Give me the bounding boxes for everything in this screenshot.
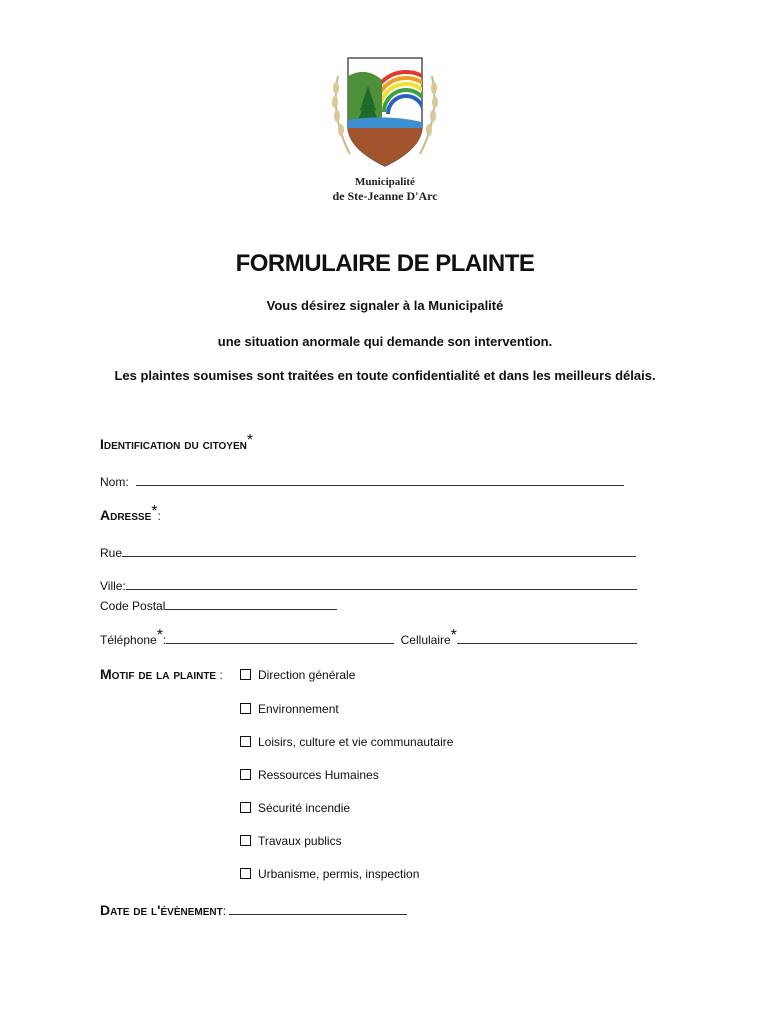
- date-field[interactable]: [229, 903, 407, 915]
- checkbox-label: Ressources Humaines: [258, 768, 379, 782]
- rue-field[interactable]: [122, 545, 636, 557]
- checkbox-option[interactable]: [240, 735, 453, 749]
- required-star: *: [151, 503, 158, 520]
- nom-field[interactable]: [136, 474, 624, 486]
- required-star: *: [246, 432, 254, 449]
- rue-label: Rue: [100, 546, 123, 560]
- checkbox-icon[interactable]: [240, 769, 251, 780]
- checkbox-option[interactable]: [240, 867, 419, 881]
- telephone-suffix: :: [162, 633, 167, 647]
- checkbox-option[interactable]: [240, 801, 350, 815]
- date-row: [100, 902, 407, 918]
- motif-heading: Motif de la plainte: [100, 666, 217, 682]
- adresse-heading-row: [100, 503, 161, 525]
- logo-caption-line2: de Ste-Jeanne D'Arc: [332, 189, 438, 203]
- date-heading: Date de l'évènement: [100, 902, 223, 918]
- checkbox-icon[interactable]: [240, 802, 251, 813]
- code-postal-label: Code Postal: [100, 599, 166, 613]
- checkbox-option[interactable]: [240, 768, 379, 782]
- checkbox-icon[interactable]: [240, 669, 251, 680]
- nom-label: Nom:: [100, 475, 129, 489]
- checkbox-icon[interactable]: [240, 835, 251, 846]
- form-title: FORMULAIRE DE PLAINTE: [235, 250, 535, 277]
- telephone-row: [100, 627, 637, 649]
- checkbox-label: Sécurité incendie: [258, 801, 351, 815]
- rue-row: [100, 545, 636, 560]
- checkbox-icon[interactable]: [240, 703, 251, 714]
- checkbox-icon[interactable]: [240, 736, 251, 747]
- adresse-suffix: :: [157, 509, 161, 523]
- intro-line-2: une situation anormale qui demande son intervention.: [217, 334, 553, 349]
- code-postal-row: [100, 598, 337, 613]
- logo-caption-line1: Municipalité: [355, 176, 415, 188]
- intro-line-3: Les plaintes soumises sont traitées en toute confidentialité et dans les meilleurs délais.: [114, 368, 656, 383]
- municipal-crest-logo: [326, 36, 444, 176]
- motif-heading-row: [100, 666, 223, 682]
- date-suffix: :: [222, 904, 227, 918]
- nom-row: [100, 474, 624, 489]
- telephone-label: Téléphone: [100, 633, 157, 647]
- checkbox-icon[interactable]: [240, 868, 251, 879]
- required-star: *: [450, 627, 457, 644]
- checkbox-label: Direction générale: [258, 668, 356, 682]
- motif-suffix: :: [216, 668, 223, 682]
- intro-line-1: Vous désirez signaler à la Municipalité: [266, 298, 504, 313]
- ville-label: Ville:: [100, 579, 126, 593]
- code-postal-field[interactable]: [165, 598, 337, 610]
- checkbox-label: Urbanisme, permis, inspection: [258, 867, 420, 881]
- required-star: *: [156, 627, 163, 644]
- telephone-field[interactable]: [166, 632, 394, 644]
- identification-heading: Identification du citoyen: [100, 436, 247, 452]
- checkbox-option[interactable]: [240, 668, 355, 682]
- checkbox-option[interactable]: [240, 834, 342, 848]
- ville-row: [100, 578, 637, 593]
- ville-field[interactable]: [126, 578, 637, 590]
- identification-heading-row: [100, 432, 254, 454]
- adresse-heading: Adresse: [100, 507, 152, 523]
- checkbox-option[interactable]: [240, 702, 339, 716]
- checkbox-label: Travaux publics: [258, 834, 342, 848]
- cellulaire-label: Cellulaire: [400, 633, 451, 647]
- cellulaire-field[interactable]: [457, 632, 637, 644]
- checkbox-label: Environnement: [258, 702, 339, 716]
- checkbox-label: Loisirs, culture et vie communautaire: [258, 735, 454, 749]
